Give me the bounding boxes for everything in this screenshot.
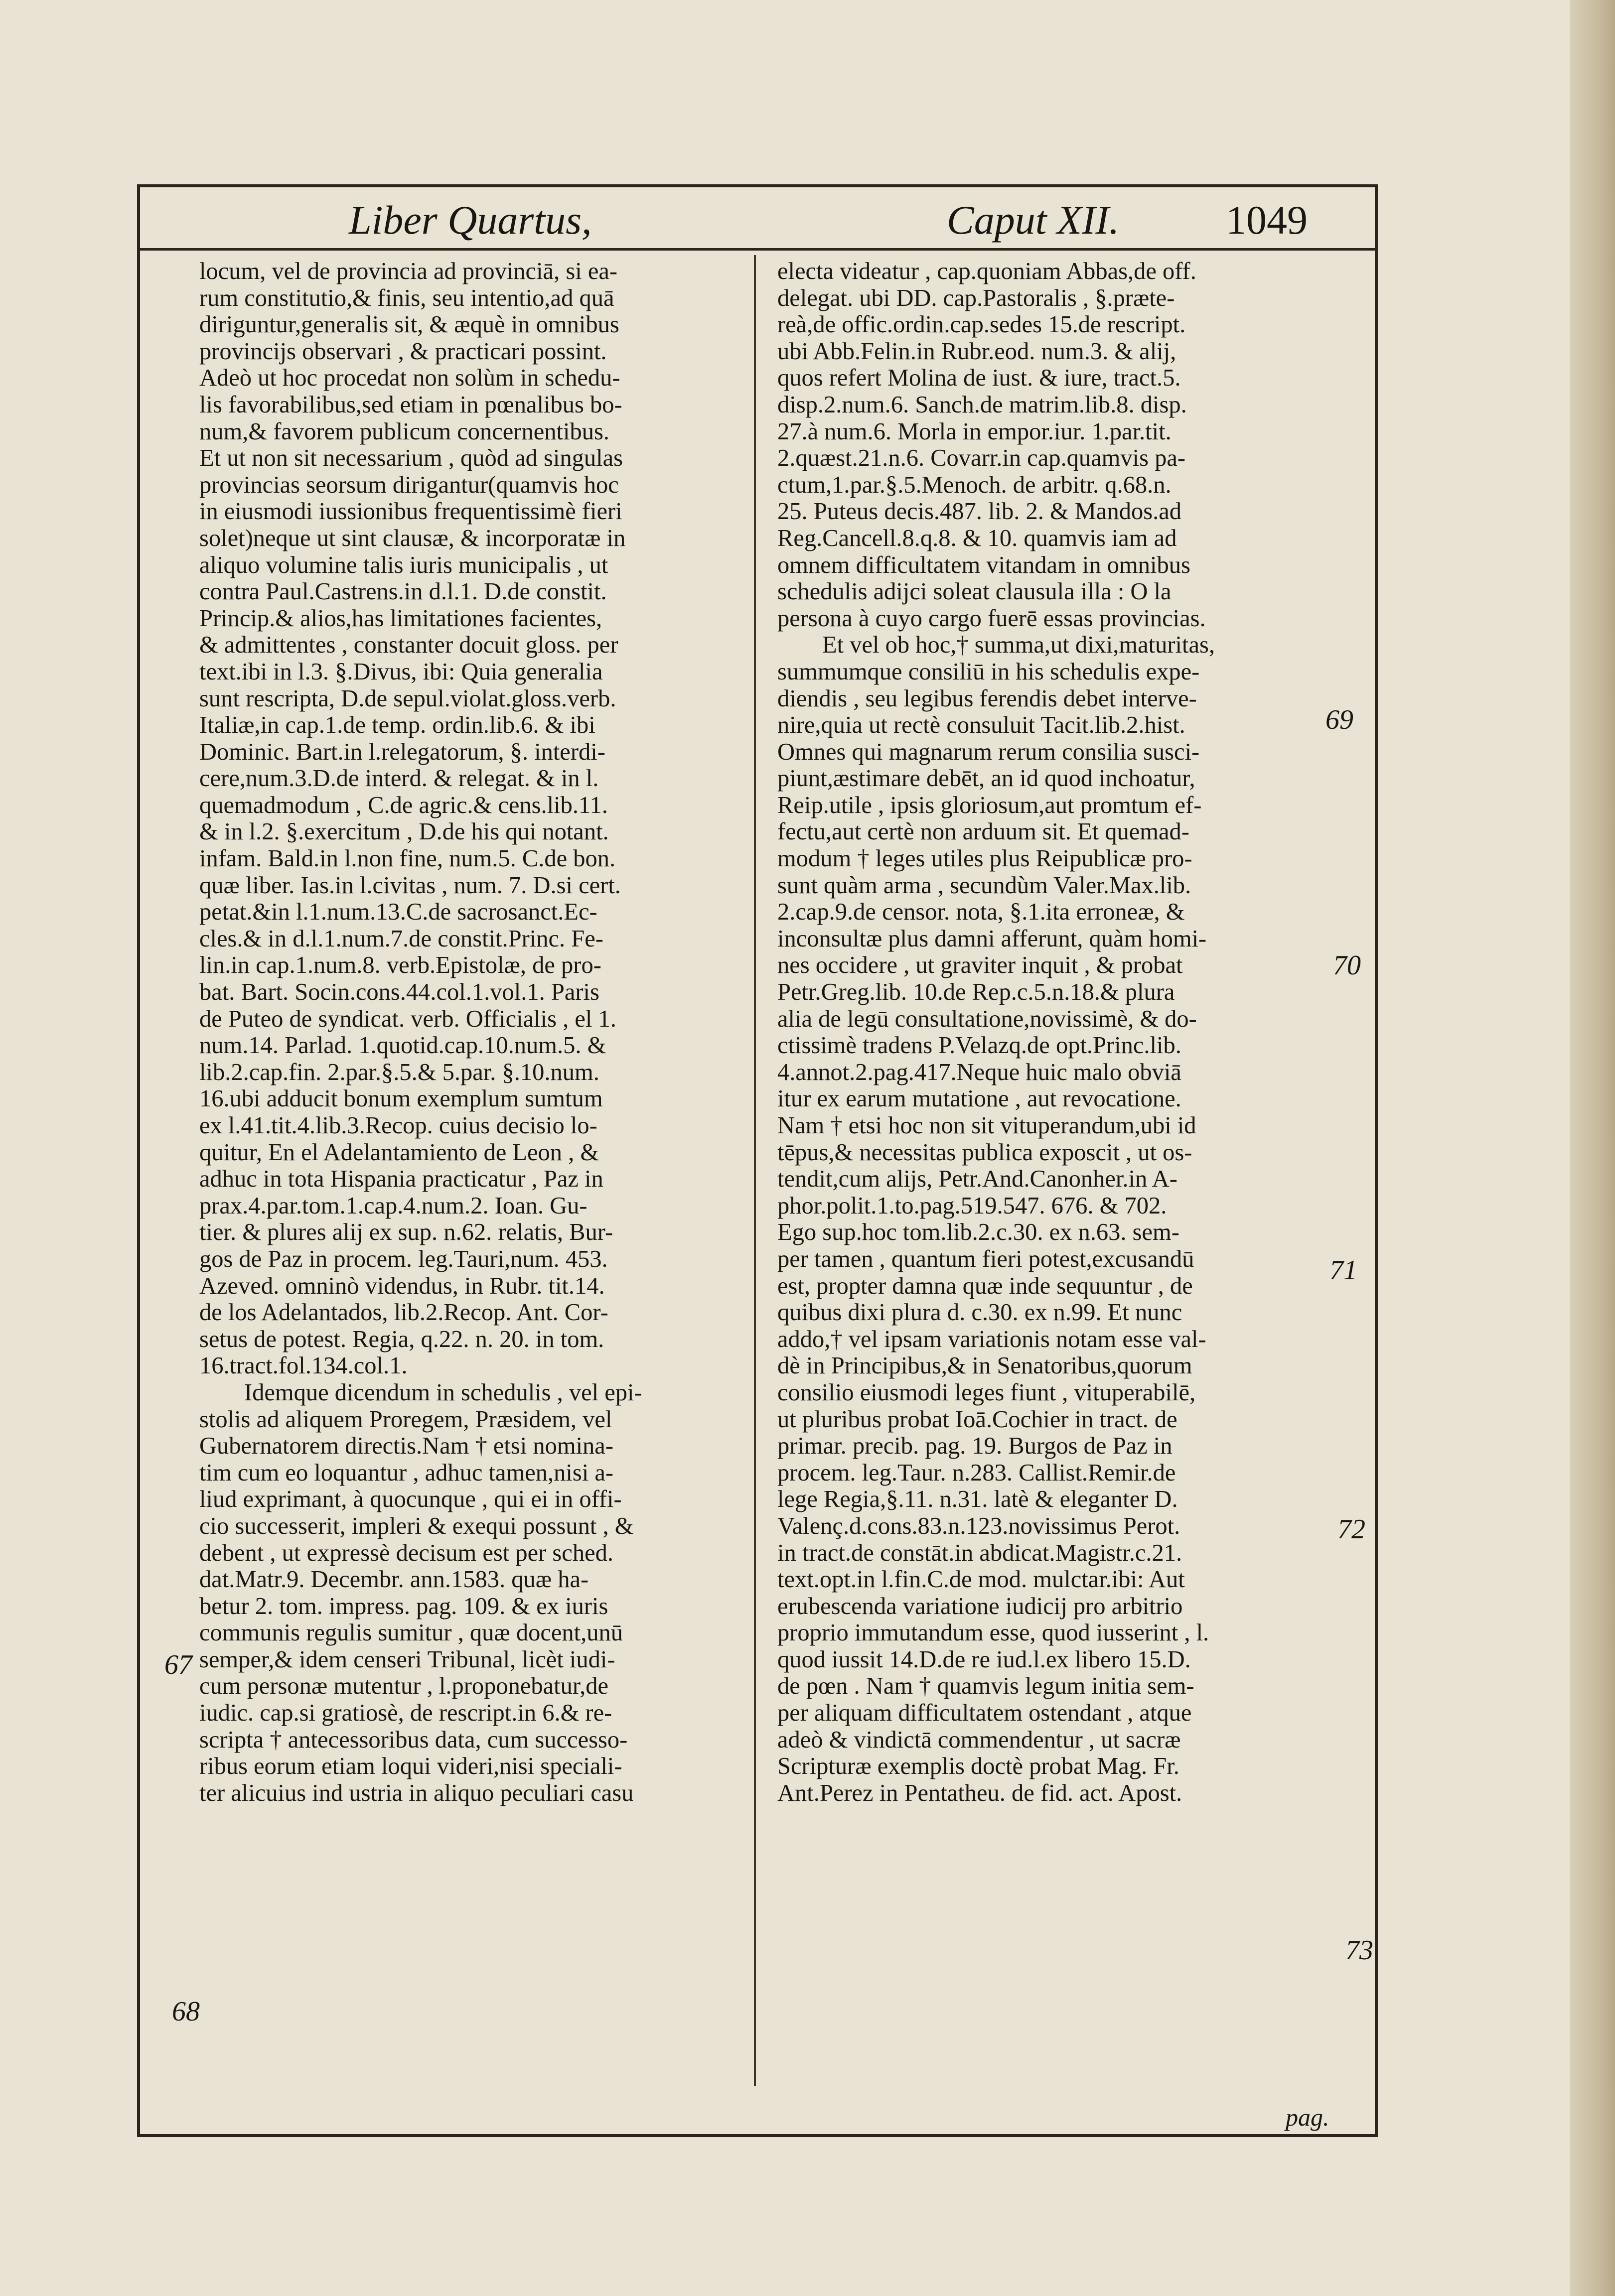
text-line: consilio eiusmodi leges fiunt , vituperabilē, (777, 1379, 1196, 1406)
text-line: solet)neque ut sint clausæ, & incorporatæ in (199, 525, 626, 551)
text-line: Princip.& alios,has limitationes facientes, (199, 605, 602, 632)
text-line: Reip.utile , ipsis gloriosum,aut promtum ef- (777, 792, 1202, 818)
text-line: in tract.de constāt.in abdicat.Magistr.c.21. (777, 1539, 1182, 1566)
text-line: alia de legū consultatione,novissimè, & do- (777, 1005, 1197, 1032)
page-edge (1570, 0, 1615, 2296)
text-line: schedulis adijci soleat clausula illa : O la (777, 578, 1172, 605)
text-line: & admittentes , constanter docuit gloss. per (199, 632, 618, 659)
text-line: de pœn . Nam † quamvis legum initia sem- (777, 1673, 1194, 1700)
text-line: Et ut non sit necessarium , quòd ad singulas (199, 445, 623, 472)
text-line: text.opt.in l.fin.C.de mod. mulctar.ibi: Aut (777, 1566, 1185, 1593)
text-line: Italiæ,in cap.1.de temp. ordin.lib.6. & ibi (199, 712, 595, 739)
text-line: summumque consiliū in his schedulis expe- (777, 658, 1200, 685)
text-line: Petr.Greg.lib. 10.de Rep.c.5.n.18.& plura (777, 979, 1175, 1006)
text-line: delegat. ubi DD. cap.Pastoralis , §.præte- (777, 284, 1175, 311)
margin-number: 72 (1337, 1514, 1365, 1545)
text-line: persona à cuyo cargo fuerē essas provincias. (777, 605, 1206, 632)
text-line: per aliquam difficultatem ostendant , atque (777, 1700, 1192, 1727)
text-line: bat. Bart. Socin.cons.44.col.1.vol.1. Paris (199, 979, 599, 1006)
text-line: sunt rescripta, D.de sepul.violat.gloss.verb. (199, 685, 616, 712)
text-line: Adeò ut hoc procedat non solùm in schedu- (199, 365, 620, 392)
text-line: diriguntur,generalis sit, & æquè in omnibus (199, 311, 619, 338)
text-line: Azeved. omninò videndus, in Rubr. tit.14. (199, 1272, 605, 1299)
running-head-left: Liber Quartus, (349, 197, 592, 243)
text-line: tier. & plures alij ex sup. n.62. relatis, Bur- (199, 1219, 613, 1246)
text-line: 4.annot.2.pag.417.Neque huic malo obviā (777, 1059, 1181, 1085)
text-line: nes occidere , ut graviter inquit , & probat (777, 952, 1183, 979)
text-line: Dominic. Bart.in l.relegatorum, §. interdi- (199, 738, 605, 765)
text-line: de los Adelantados, lib.2.Recop. Ant. Cor- (199, 1299, 608, 1326)
text-line: stolis ad aliquem Proregem, Præsidem, vel (199, 1406, 612, 1433)
text-line: Nam † etsi hoc non sit vituperandum,ubi id (777, 1112, 1196, 1139)
text-line: ctum,1.par.§.5.Menoch. de arbitr. q.68.n. (777, 471, 1172, 498)
text-line: dè in Principibus,& in Senatoribus,quorum (777, 1352, 1192, 1379)
margin-number: 73 (1345, 1935, 1373, 1966)
text-line: quibus dixi plura d. c.30. ex n.99. Et nunc (777, 1299, 1182, 1326)
text-line: & in l.2. §.exercitum , D.de his qui notant. (199, 818, 609, 845)
text-line: phor.polit.1.to.pag.519.547. 676. & 702. (777, 1192, 1167, 1219)
text-line: dat.Matr.9. Decembr. ann.1583. quæ ha- (199, 1566, 589, 1593)
text-line: Reg.Cancell.8.q.8. & 10. quamvis iam ad (777, 525, 1177, 551)
page-number: 1049 (1226, 197, 1308, 243)
text-line: liud exprimant, à quocunque , qui ei in offi- (199, 1486, 622, 1513)
text-line: aliquo volumine talis iuris municipalis , ut (199, 551, 608, 578)
text-line: lin.in cap.1.num.8. verb.Epistolæ, de pro- (199, 952, 601, 979)
text-line: piunt,æstimare debēt, an id quod inchoatur, (777, 765, 1195, 792)
text-line: 2.quæst.21.n.6. Covarr.in cap.quamvis pa- (777, 445, 1186, 472)
text-line: de Puteo de syndicat. verb. Officialis , el 1. (199, 1005, 616, 1032)
text-line: cum personæ mutentur , l.proponebatur,de (199, 1673, 609, 1700)
text-line: 16.ubi adducit bonum exemplum sumtum (199, 1085, 603, 1112)
text-line: nire,quia ut rectè consuluit Tacit.lib.2.hist. (777, 712, 1185, 739)
text-line: provincias seorsum dirigantur(quamvis hoc (199, 471, 619, 498)
text-line: scripta † antecessoribus data, cum successo- (199, 1726, 628, 1753)
text-line: in eiusmodi iussionibus frequentissimè fieri (199, 498, 622, 525)
margin-number: 69 (1325, 704, 1353, 735)
text-line: setus de potest. Regia, q.22. n. 20. in tom. (199, 1326, 604, 1352)
text-line: lis favorabilibus,sed etiam in pœnalibus bo- (199, 391, 622, 418)
margin-number: 68 (172, 1996, 200, 2027)
text-line: ctissimè tradens P.Velazq.de opt.Princ.lib. (777, 1032, 1181, 1059)
text-line: lege Regia,§.11. n.31. latè & eleganter D. (777, 1486, 1178, 1513)
text-line: betur 2. tom. impress. pag. 109. & ex iuris (199, 1593, 608, 1620)
text-line: gos de Paz in procem. leg.Tauri,num. 453. (199, 1245, 608, 1272)
text-line: quemadmodum , C.de agric.& cens.lib.11. (199, 792, 608, 818)
text-line: rum constitutio,& finis, seu intentio,ad quā (199, 284, 614, 311)
text-line: 25. Puteus decis.487. lib. 2. & Mandos.ad (777, 498, 1181, 525)
running-head-center: Caput XII. (947, 197, 1120, 243)
text-line: addo,† vel ipsam variationis notam esse val- (777, 1326, 1206, 1352)
column-divider (754, 255, 756, 2086)
text-line: tendit,cum alijs, Petr.And.Canonher.in A- (777, 1166, 1177, 1193)
text-line: cles.& in d.l.1.num.7.de constit.Princ. Fe- (199, 925, 603, 952)
text-line: Et vel ob hoc,† summa,ut dixi,maturitas, (822, 632, 1215, 659)
text-line: text.ibi in l.3. §.Divus, ibi: Quia generalia (199, 658, 603, 685)
text-line: num,& favorem publicum concernentibus. (199, 418, 609, 445)
text-line: electa videatur , cap.quoniam Abbas,de off. (777, 258, 1196, 284)
text-line: est, propter damna quæ inde sequuntur , de (777, 1272, 1193, 1299)
text-line: ter alicuius ind ustria in aliquo peculiari casu (199, 1779, 634, 1806)
text-line: lib.2.cap.fin. 2.par.§.5.& 5.par. §.10.num. (199, 1059, 599, 1085)
header-rule (137, 248, 1378, 251)
text-line: ex l.41.tit.4.lib.3.Recop. cuius decisio lo- (199, 1112, 597, 1139)
text-line: contra Paul.Castrens.in d.l.1. D.de constit. (199, 578, 607, 605)
text-line: Ant.Perez in Pentatheu. de fid. act. Apost. (777, 1779, 1182, 1806)
text-line: prax.4.par.tom.1.cap.4.num.2. Ioan. Gu- (199, 1192, 587, 1219)
text-line: itur ex earum mutatione , aut revocatione. (777, 1085, 1181, 1112)
margin-number: 71 (1329, 1255, 1357, 1286)
text-line: 2.cap.9.de censor. nota, §.1.ita erroneæ, & (777, 899, 1185, 926)
text-line: diendis , seu legibus ferendis debet interve- (777, 685, 1197, 712)
text-line: cere,num.3.D.de interd. & relegat. & in l. (199, 765, 599, 792)
text-line: proprio immutandum esse, quod iusserint , l. (777, 1620, 1209, 1646)
text-line: ut pluribus probat Ioā.Cochier in tract. de (777, 1406, 1177, 1433)
text-line: ubi Abb.Felin.in Rubr.eod. num.3. & alij, (777, 338, 1176, 365)
text-line: cio successerit, impleri & exequi possunt , & (199, 1512, 634, 1539)
text-line: iudic. cap.si gratiosè, de rescript.in 6.& re- (199, 1700, 612, 1727)
text-line: semper,& idem censeri Tribunal, licèt iudi- (199, 1646, 615, 1673)
text-line: inconsultæ plus damni afferunt, quàm homi- (777, 925, 1207, 952)
text-line: omnem difficultatem vitandam in omnibus (777, 551, 1190, 578)
text-line: quitur, En el Adelantamiento de Leon , & (199, 1139, 599, 1166)
text-line: sunt quàm arma , secundùm Valer.Max.lib. (777, 872, 1191, 899)
text-line: petat.&in l.1.num.13.C.de sacrosanct.Ec- (199, 899, 597, 926)
text-line: reà,de offic.ordin.cap.sedes 15.de rescript. (777, 311, 1186, 338)
text-line: primar. precib. pag. 19. Burgos de Paz in (777, 1433, 1173, 1460)
text-line: quod iussit 14.D.de re iud.l.ex libero 15.D. (777, 1646, 1191, 1673)
text-line: Scripturæ exemplis doctè probat Mag. Fr. (777, 1753, 1179, 1780)
text-line: tim cum eo loquantur , adhuc tamen,nisi a- (199, 1459, 614, 1486)
margin-number: 70 (1333, 950, 1361, 981)
text-line: Omnes qui magnarum rerum consilia susci- (777, 738, 1200, 765)
text-line: Gubernatorem directis.Nam † etsi nomina- (199, 1433, 613, 1460)
text-line: Ego sup.hoc tom.lib.2.c.30. ex n.63. sem- (777, 1219, 1179, 1246)
text-line: ribus eorum etiam loqui videri,nisi speciali- (199, 1753, 622, 1780)
text-line: tēpus,& necessitas publica exposcit , ut os- (777, 1139, 1192, 1166)
text-line: 16.tract.fol.134.col.1. (199, 1352, 408, 1379)
text-line: communis regulis sumitur , quæ docent,unū (199, 1620, 623, 1646)
text-line: per tamen , quantum fieri potest,excusandū (777, 1245, 1194, 1272)
text-line: quæ liber. Ias.in l.civitas , num. 7. D.si cert. (199, 872, 621, 899)
text-line: locum, vel de provincia ad provinciā, si ea- (199, 258, 618, 284)
text-line: Idemque dicendum in schedulis , vel epi- (244, 1379, 642, 1406)
right-column (777, 258, 1318, 2101)
text-line: erubescenda variatione iudicij pro arbitrio (777, 1593, 1183, 1620)
text-line: Valenç.d.cons.83.n.123.novissimus Perot. (777, 1512, 1180, 1539)
text-line: provincijs observari , & practicari possint. (199, 338, 607, 365)
text-line: debent , ut expressè decisum est per sched. (199, 1539, 613, 1566)
text-line: disp.2.num.6. Sanch.de matrim.lib.8. disp. (777, 391, 1187, 418)
left-column (199, 258, 750, 2101)
margin-number: 67 (164, 1649, 192, 1680)
text-line: procem. leg.Taur. n.283. Callist.Remir.de (777, 1459, 1176, 1486)
text-line: fectu,aut certè non arduum sit. Et quemad- (777, 818, 1189, 845)
text-line: quos refert Molina de iust. & iure, tract.5. (777, 365, 1181, 392)
text-line: num.14. Parlad. 1.quotid.cap.10.num.5. & (199, 1032, 606, 1059)
text-line: infam. Bald.in l.non fine, num.5. C.de bon. (199, 845, 616, 872)
text-line: 27.à num.6. Morla in empor.iur. 1.par.tit. (777, 418, 1172, 445)
text-line: adeò & vindictā commendentur , ut sacræ (777, 1726, 1181, 1753)
catchword: pag. (1286, 2103, 1329, 2131)
text-line: adhuc in tota Hispania practicatur , Paz in (199, 1166, 603, 1193)
text-line: modum † leges utiles plus Reipublicæ pro- (777, 845, 1192, 872)
